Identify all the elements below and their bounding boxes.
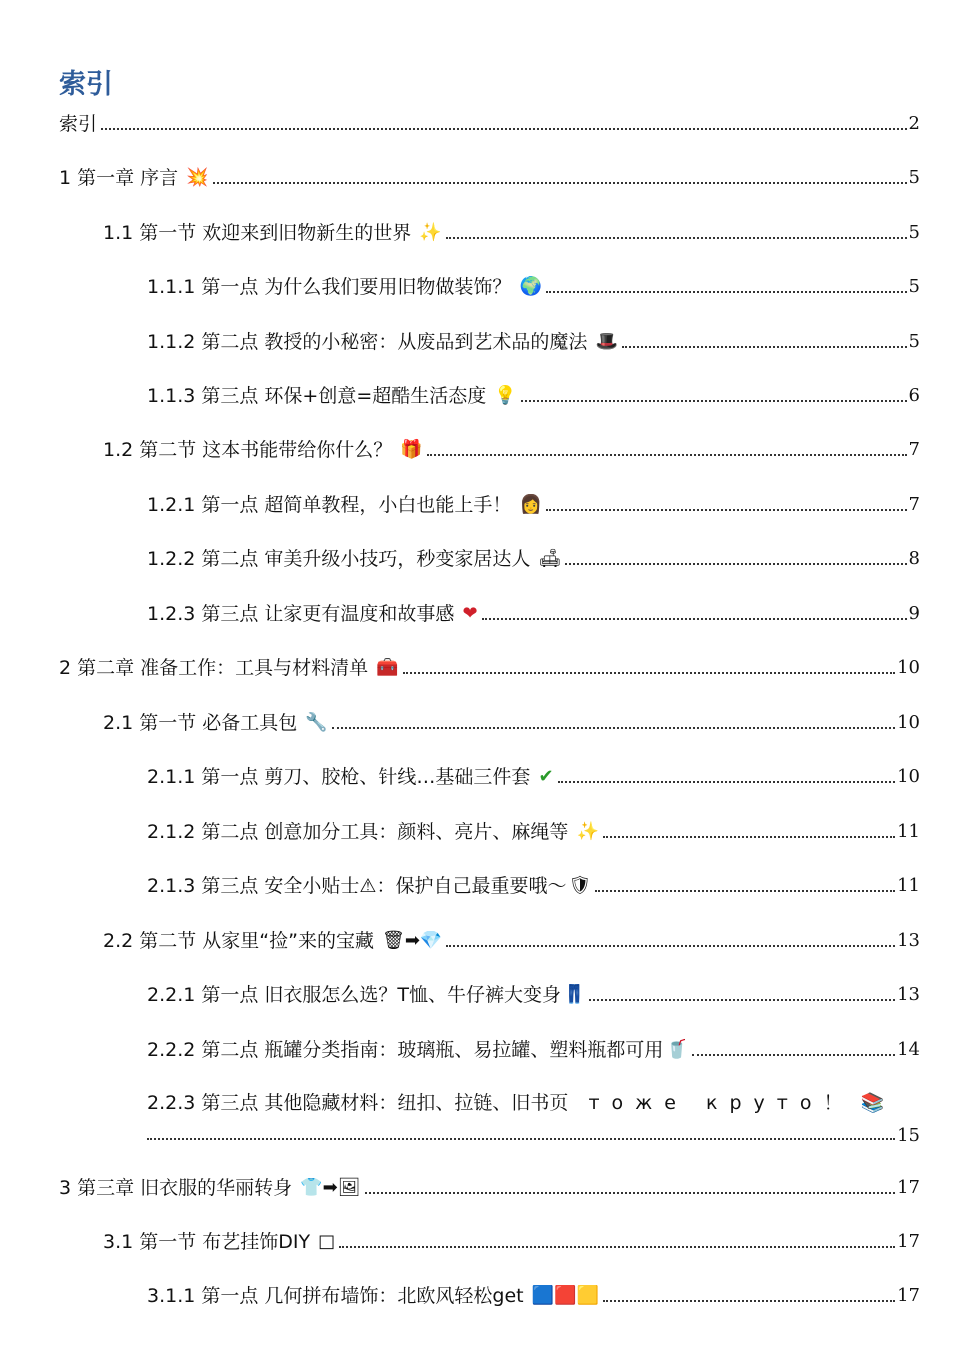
missing-glyph-icon: □ xyxy=(318,1231,336,1252)
dot-leader xyxy=(622,345,907,348)
dot-leader xyxy=(365,1191,896,1194)
toc-page-number: 7 xyxy=(908,439,920,460)
toc-page-number: 5 xyxy=(908,167,920,188)
toc-entry-label: 1.2 第二节 这本书能带给你什么？ 🎁 xyxy=(103,439,423,461)
color-squares-icon: 🟦🟥🟨 xyxy=(531,1285,599,1306)
toc-entry-label: 1.1.3 第三点 环保+创意=超酷生活态度 💡 xyxy=(147,385,517,407)
dot-leader xyxy=(603,1299,895,1302)
toc-entry[interactable] xyxy=(103,705,920,735)
dot-leader xyxy=(332,726,895,729)
toc-page-number: 17 xyxy=(897,1285,920,1306)
toc-page-number: 7 xyxy=(908,494,920,515)
toc-entry-wrapped[interactable] xyxy=(147,1091,920,1115)
toc-entry[interactable] xyxy=(103,1224,920,1254)
dot-leader xyxy=(482,617,907,620)
toc-entry[interactable] xyxy=(147,378,920,408)
toc-entry-label: 2.1 第一节 必备工具包 🔧 xyxy=(103,712,328,734)
toc-entry-label: 2.1.3 第三点 安全小贴士⚠：保护自己最重要哦～ 🛡 xyxy=(147,875,592,897)
toc-page-number: 14 xyxy=(897,1039,920,1060)
sparkles-icon: ✨ xyxy=(419,222,442,243)
toc-entry-label: 1.2.1 第一点 超简单教程，小白也能上手！ 👩 xyxy=(147,494,542,516)
toc-entry-label: 2.1.2 第二点 创意加分工具：颜料、亮片、麻绳等 ✨ xyxy=(147,821,599,843)
toc-page-number: 6 xyxy=(908,385,920,406)
dot-leader xyxy=(446,944,895,947)
check-mark-icon: ✔ xyxy=(538,766,554,787)
toc-page-number: 5 xyxy=(908,331,920,352)
toc-entry[interactable] xyxy=(103,432,920,462)
dot-leader xyxy=(427,453,907,456)
toc-entry-label: 1.2.2 第二点 审美升级小技巧，秒变家居达人 🛋 xyxy=(147,548,562,570)
sparkles-icon: ✨ xyxy=(576,821,599,842)
dot-leader xyxy=(692,1053,895,1056)
toc-page-number: 2 xyxy=(908,113,920,134)
dot-leader xyxy=(558,780,896,783)
toc-entry-wrapped-leader[interactable] xyxy=(147,1122,920,1146)
toc-entry[interactable] xyxy=(59,650,920,680)
dot-leader xyxy=(446,236,907,239)
globe-icon: 🌍 xyxy=(519,276,542,297)
toc-entry[interactable] xyxy=(103,215,920,245)
dot-leader xyxy=(147,1137,895,1140)
toolbox-icon: 🧰 xyxy=(376,657,399,678)
dot-leader xyxy=(339,1245,895,1248)
dot-leader xyxy=(565,562,906,565)
toc-page-number: 8 xyxy=(908,548,920,569)
toc-entry-label: 1.1.1 第一点 为什么我们要用旧物做装饰？ 🌍 xyxy=(147,276,542,298)
toc-entry[interactable] xyxy=(147,269,920,299)
shirt-to-picture-icon: 👕➡🖼 xyxy=(300,1177,361,1198)
dot-leader xyxy=(101,127,907,130)
toc-entry-label: 3.1.1 第一点 几何拼布墙饰：北欧风轻松get 🟦🟥🟨 xyxy=(147,1285,599,1307)
toc-entry-label: 1.1.2 第二点 教授的小秘密：从废品到艺术品的魔法 🎩 xyxy=(147,331,618,353)
toc-page-number: 10 xyxy=(897,657,920,678)
page-title: 索引 xyxy=(59,69,113,100)
toc-page-number: 13 xyxy=(897,930,920,951)
toc-entry[interactable] xyxy=(59,106,920,136)
toc-entry[interactable] xyxy=(147,977,920,1007)
toc-entry-label: 1 第一章 序言 💥 xyxy=(59,167,209,189)
dot-leader xyxy=(546,508,907,511)
heart-icon: ❤ xyxy=(462,603,478,624)
toc-entry[interactable] xyxy=(147,1032,920,1062)
toc-entry-label: 2.2.3 第三点 其他隐藏材料：纽扣、拉链、旧书页 xyxy=(147,1092,569,1114)
toc-entry-label: 2.2 第二节 从家里“捡”来的宝藏 🗑➡💎 xyxy=(103,930,443,952)
trash-to-gem-icon: 🗑➡💎 xyxy=(381,930,443,951)
toc-entry-label: 索引 xyxy=(59,113,98,135)
dot-leader xyxy=(521,399,907,402)
toc-page-number: 9 xyxy=(908,603,920,624)
toc-entry[interactable] xyxy=(147,541,920,571)
toc-entry-label: 1.1 第一节 欢迎来到旧物新生的世界 ✨ xyxy=(103,222,442,244)
toc-page-number: 10 xyxy=(897,712,920,733)
shield-icon: 🛡 xyxy=(568,875,592,896)
toc-entry[interactable] xyxy=(59,160,920,190)
top-hat-icon: 🎩 xyxy=(595,331,618,352)
toc-entry[interactable] xyxy=(147,1278,920,1308)
collision-icon: 💥 xyxy=(186,167,209,188)
toc-entry-label-foreign: тоже круто！ xyxy=(588,1092,855,1114)
toc-page-number: 10 xyxy=(897,766,920,787)
toc-entry-label: 3.1 第一节 布艺挂饰DIY □ xyxy=(103,1231,336,1253)
toc-entry-label: 1.2.3 第三点 让家更有温度和故事感 ❤ xyxy=(147,603,478,625)
toc-entry[interactable] xyxy=(147,814,920,844)
toc-entry-label: 2 第二章 准备工作：工具与材料清单 🧰 xyxy=(59,657,399,679)
toc-entry-label: 3 第三章 旧衣服的华丽转身 👕➡🖼 xyxy=(59,1177,361,1199)
toc-page-number: 11 xyxy=(897,875,920,896)
wrench-icon: 🔧 xyxy=(305,712,328,733)
light-bulb-icon: 💡 xyxy=(494,385,517,406)
toc-page-number: 15 xyxy=(897,1125,920,1146)
dot-leader xyxy=(603,835,895,838)
toc-page-number: 5 xyxy=(908,222,920,243)
toc-entry[interactable] xyxy=(103,923,920,953)
books-icon: 📚 xyxy=(860,1092,885,1114)
dot-leader xyxy=(403,671,896,674)
dot-leader xyxy=(546,290,907,293)
jeans-icon: 👖 xyxy=(563,984,586,1005)
toc-entry-label: 2.2.2 第二点 瓶罐分类指南：玻璃瓶、易拉罐、塑料瓶都可用 🥤 xyxy=(147,1039,688,1061)
gift-icon: 🎁 xyxy=(400,439,423,460)
person-icon: 👩 xyxy=(519,494,542,515)
toc-entry-label: 2.2.1 第一点 旧衣服怎么选？T恤、牛仔裤大变身 👖 xyxy=(147,984,586,1006)
dot-leader xyxy=(589,998,895,1001)
toc-page-number: 11 xyxy=(897,821,920,842)
toc-entry[interactable] xyxy=(147,596,920,626)
toc-page-number: 17 xyxy=(897,1231,920,1252)
toc-page-number: 17 xyxy=(897,1177,920,1198)
toc-entry[interactable] xyxy=(147,868,920,898)
toc-page-number: 5 xyxy=(908,276,920,297)
cup-icon: 🥤 xyxy=(665,1039,688,1060)
couch-icon: 🛋 xyxy=(538,548,562,569)
dot-leader xyxy=(595,889,895,892)
dot-leader xyxy=(213,181,907,184)
toc-entry[interactable] xyxy=(59,1170,920,1200)
toc-page-number: 13 xyxy=(897,984,920,1005)
toc-entry[interactable] xyxy=(147,487,920,517)
toc-entry[interactable] xyxy=(147,759,920,789)
toc-entry-label: 2.1.1 第一点 剪刀、胶枪、针线…基础三件套 ✔ xyxy=(147,766,554,788)
toc-entry[interactable] xyxy=(147,324,920,354)
